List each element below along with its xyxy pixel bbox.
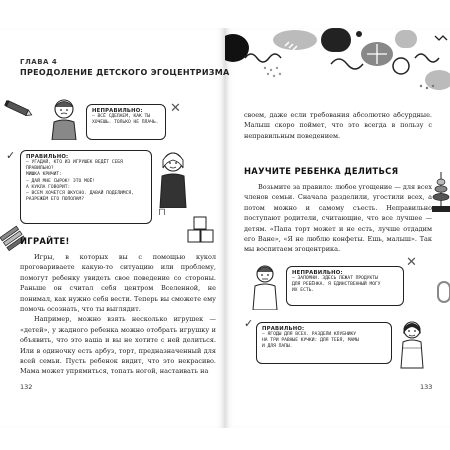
decorative-pattern: [225, 28, 450, 108]
chapter-label: ГЛАВА 4: [20, 58, 58, 66]
right-intro-text: [244, 110, 432, 141]
chapter-title: ПРЕОДОЛЕНИЕ ДЕТСКОГО ЭГОЦЕНТРИЗМА: [20, 68, 230, 77]
bubble-line: – ДАЙ МНЕ СЫРОК! ЭТО МОЁ!: [26, 178, 96, 184]
paragraph: Возьмите за правило: любое угощение — для всех членов семьи. Сначала разделили, угостили всех, а потом можно и самому съесть. Неправильно поступают родители, считающие, что все лучшее — детям. «Папа торт может и не есть, лучше отдадим его Ване», «Я не люблю конфеты. Ешь, малыш». Так мы воспитаем эгоцентрика.: [244, 183, 432, 254]
bubble-line: – ВСЁ СДЕЛАЕМ, КАК ТЫ: [92, 114, 151, 119]
paragraph: своем, даже если требования абсолютно абсурдные. Малыш скоро поймет, что это всегда в пользу с неправильным поведением.: [244, 111, 432, 140]
right-example-bubble: [20, 150, 152, 224]
section-heading: НАУЧИТЕ РЕБЕНКА ДЕЛИТЬСЯ: [244, 166, 399, 176]
correct-check-icon: ✓: [244, 317, 254, 330]
bubble-heading: НЕПРАВИЛЬНО:: [92, 108, 143, 114]
bubble-line: – ВСЕМ ХОЧЕТСЯ ВКУСНО. ДАВАЙ ПОДЕЛИМСЯ,: [26, 191, 134, 197]
pyramid-toy-illustration: [432, 170, 450, 214]
mother-illustration: [152, 148, 194, 208]
bubble-line: МИШКА КРИЧИТ:: [26, 172, 62, 178]
bubble-line: И ДЛЯ ПАПЫ.: [262, 344, 293, 350]
bubble-line: А КУКЛА ГОВОРИТ:: [26, 184, 71, 190]
bubble-line: – УГАДАЙ, КТО ИЗ ИГРУШЕК ВЕДЁТ СЕБЯ ПРАВИЛЬНО?: [26, 160, 123, 172]
chair-icon: ⊓: [158, 207, 166, 218]
bubble-line: ДЛЯ РЕБЁНКА. Я ЕДИНСТВЕННЫЙ МОГУ: [292, 282, 381, 288]
page-number: 132: [20, 383, 33, 391]
bubble-line: ХОЧЕШЬ. ТОЛЬКО НЕ ПЛАЧЬ.: [92, 120, 159, 126]
bubble-line: – ЗАПОМНИ. ЗДЕСЬ ЛЕЖАТ ПРОДУКТЫ: [292, 276, 378, 281]
left-body-text: [20, 252, 216, 377]
wrong-example-bubble: [86, 104, 166, 140]
pencil-icon: [4, 98, 34, 120]
section-heading: ИГРАЙТЕ!: [20, 236, 70, 246]
toy-blocks-illustration: [186, 214, 216, 244]
ring-toy-illustration: [436, 280, 450, 304]
right-example-bubble: [256, 322, 392, 364]
correct-check-icon: ✓: [6, 149, 16, 162]
crying-child-illustration: [44, 96, 84, 140]
bubble-heading: ПРАВИЛЬНО:: [26, 154, 69, 160]
bubble-line: ИХ ЕСТЬ.: [292, 288, 315, 294]
bubble-line: РАЗРЕЖЕМ ЕГО ПОПОЛАМ?: [26, 197, 85, 203]
page-number: 133: [420, 383, 433, 391]
father-illustration: [248, 262, 282, 310]
right-body-text: [244, 182, 432, 255]
bubble-heading: ПРАВИЛЬНО:: [262, 326, 305, 332]
wrong-example-bubble: [286, 266, 404, 306]
paragraph: Игры, в которых вы с помощью кукол проговариваете какую-то ситуацию или проблему, помогут ребенку увидеть свое поведение со стороны. Раньше он считал себя центром Вселенной, не понимал, как нужно себя вести. Теперь вы сможете ему помочь осознать, что ты выглядит.: [20, 253, 216, 314]
wrong-cross-icon: ✕: [406, 255, 417, 270]
bubble-heading: НЕПРАВИЛЬНО:: [292, 270, 343, 276]
bubble-line: НА ТРИ РАВНЫЕ КУЧКИ: ДЛЯ ТЕБЯ, МАМЫ: [262, 338, 359, 344]
paragraph: Например, можно взять несколько игрушек — «детей», у жадного ребенка можно отобрать игрушку и объявить, что это ваша и вы не хотите с ней делиться. Или в одиночку есть арбуз, торт, предназначенный для всей семьи. Пусть ребенок видит, что это некрасиво. Мама может упрямиться, топать ногой, настаивать на: [20, 315, 216, 376]
wrong-cross-icon: ✕: [170, 101, 181, 116]
bubble-line: – ЯГОДЫ ДЛЯ ВСЕХ. РАЗДЕЛИ КЛУБНИКУ: [262, 332, 357, 337]
girl-illustration: [394, 318, 430, 374]
